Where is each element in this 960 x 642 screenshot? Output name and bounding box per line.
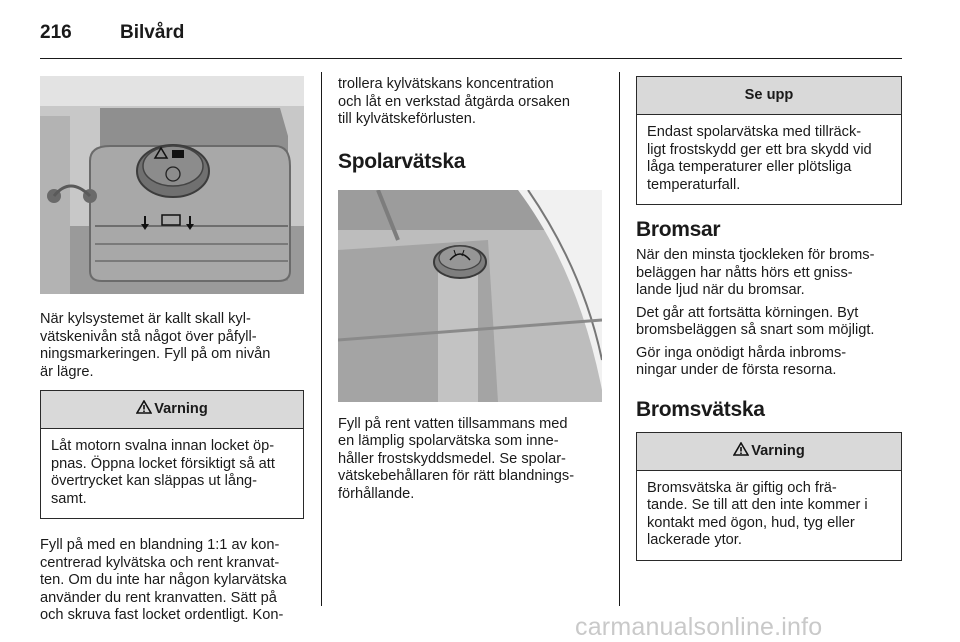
section-title: Bilvård [120, 22, 185, 43]
brakes-text-2: Det går att fortsätta körningen. Byt bromsbeläggen så snart som möjligt. [636, 304, 875, 338]
heading-bromsar: Bromsar [636, 218, 721, 241]
heading-spolarvatska: Spolarvätska [338, 149, 466, 173]
warning-box-brake-fluid [636, 432, 902, 561]
heading-bromsvatska: Bromsvätska [636, 397, 765, 421]
warning-triangle-icon [733, 442, 749, 456]
brakes-text-1: När den minsta tjockleken för broms- beläggen har nåtts hörs ett gniss- lande ljud när du bromsar. [636, 247, 875, 298]
header-divider [40, 58, 902, 59]
coolant-level-text: När kylsystemet är kallt skall kyl- vätskenivån stå något över påfyll- ningsmarkeringen. Fyll på om nivån är lägre. [40, 311, 271, 380]
warning-title: Varning [751, 442, 805, 459]
notice-box-washer [636, 76, 902, 205]
coolant-reservoir-photo [40, 76, 304, 294]
warning-title: Varning [154, 401, 208, 417]
warning-text: Låt motorn svalna innan locket öp- pnas. Öppna locket försiktigt så att övertrycket kan släppas ut lång- samt. [51, 438, 275, 507]
notice-header: Se upp [637, 77, 901, 115]
column-divider-1 [321, 72, 322, 606]
column-middle [338, 70, 602, 503]
page-header [40, 18, 902, 58]
brakes-text-3: Gör inga onödigt hårda inbroms- ningar under de första resorna. [636, 344, 847, 378]
column-right [636, 70, 902, 561]
warning-triangle-icon [136, 400, 152, 414]
washer-fluid-reservoir-photo [338, 190, 602, 402]
watermark[interactable]: carmanualsonline.info [575, 613, 823, 641]
notice-text: Endast spolarvätska med tillräck- ligt frostskydd ger ett bra skydd vid låga temperaturer eller plötsliga temperaturfall. [647, 124, 872, 193]
page-number: 216 [40, 22, 72, 43]
washer-fill-text: Fyll på rent vatten tillsammans med en lämplig spolarvätska som inne- håller frostskyddsmedel. Se spolar- vätskebehållaren för rätt blandnings- förhållande. [338, 415, 575, 502]
warning-text: Bromsvätska är giftig och frä- tande. Se till att den inte kommer i kontakt med ögon, hud, tyg eller lackerade ytor. [647, 479, 868, 548]
coolant-fill-text: Fyll på med en blandning 1:1 av kon- centrerad kylvätska och rent kranvat- ten. Om du inte har någon kylarvätska använder du rent kranvatten. Sätt på och skruva fast locket ordentligt. Kon- [40, 537, 287, 623]
warning-header [637, 433, 901, 471]
column-left [40, 70, 304, 625]
column-divider-2 [619, 72, 620, 606]
warning-box-coolant [40, 390, 304, 519]
coolant-continued-text: trollera kylvätskans koncentration och låt en verkstad åtgärda orsaken till kylvätskeförlusten. [338, 76, 571, 127]
warning-header [41, 391, 303, 429]
